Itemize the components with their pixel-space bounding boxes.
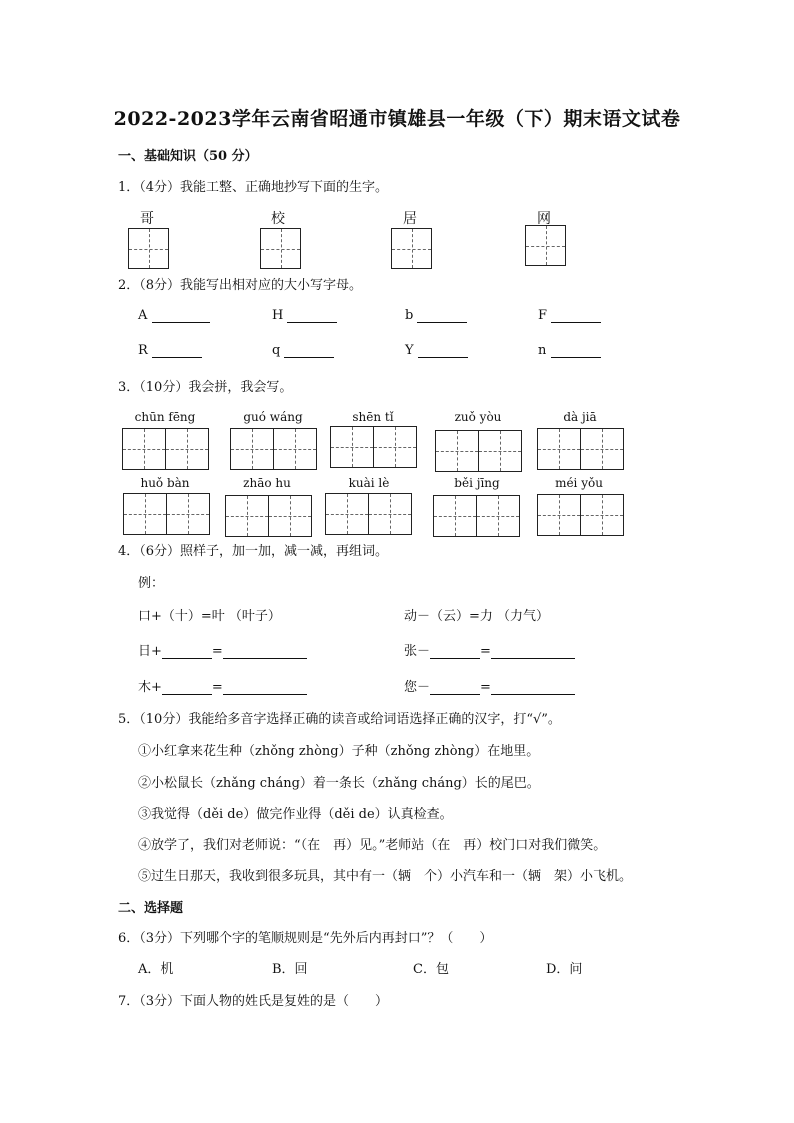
q3-writing-box[interactable] [435, 430, 479, 472]
q6-option-a[interactable]: A．机 [138, 962, 174, 977]
q3-writing-box[interactable] [325, 493, 369, 535]
q1-char: 网 [537, 211, 551, 227]
q5-item[interactable]: ②小松鼠长（zhǎng cháng）着一条长（zhǎng cháng）长的尾巴。 [138, 776, 540, 791]
q3-pinyin: kuài lè [348, 476, 390, 490]
q2-answer-blank[interactable] [152, 310, 210, 323]
q2-item [405, 308, 467, 323]
q4-equals: = [211, 644, 223, 659]
q3-pinyin: shēn tǐ [352, 410, 394, 424]
q4-blank[interactable] [223, 682, 307, 695]
q4-blank[interactable] [430, 646, 480, 659]
q4-prefix: 张－ [404, 644, 431, 659]
q4-prefix: 木+ [138, 680, 162, 695]
q2-letter: R [138, 343, 148, 358]
q3-pinyin: zuǒ yòu [454, 410, 502, 424]
q1-writing-box[interactable] [391, 228, 432, 269]
q2-letter: H [272, 308, 284, 323]
q2-letter: n [538, 343, 547, 358]
question-1: 1．（4分）我能工整、正确地抄写下面的生字。 [118, 180, 389, 195]
q4-blank[interactable] [491, 682, 575, 695]
q4-prefix: 您－ [404, 680, 431, 695]
q4-equals: = [211, 680, 223, 695]
q3-writing-box[interactable] [368, 493, 412, 535]
question-6: 6．（3分）下列哪个字的笔顺规则是“先外后内再封口”？（ ） [118, 931, 493, 946]
q4-example-label: 例： [138, 576, 165, 591]
q4-exercise [138, 640, 307, 659]
q4-blank[interactable] [162, 682, 212, 695]
question-7: 7．（3分）下面人物的姓氏是复姓的是（ ） [118, 994, 389, 1009]
q4-equals: = [480, 644, 491, 659]
q3-pinyin: chūn fēng [134, 410, 196, 424]
q3-writing-box[interactable] [580, 428, 624, 470]
q5-item[interactable]: ①小红拿来花生种（zhǒng zhòng）子种（zhǒng zhòng）在地里。 [138, 744, 540, 759]
q2-item [138, 308, 210, 323]
q2-item [405, 343, 468, 358]
q2-item [272, 343, 334, 358]
q3-writing-box[interactable] [478, 430, 522, 472]
q3-writing-box[interactable] [537, 494, 581, 536]
q2-letter: F [538, 308, 548, 323]
q2-answer-blank[interactable] [418, 345, 468, 358]
q4-blank[interactable] [491, 646, 575, 659]
page-title: 2022-2023学年云南省昭通市镇雄县一年级（下）期末语文试卷 [113, 108, 681, 130]
q4-exercise [404, 640, 575, 659]
q1-writing-box[interactable] [128, 228, 169, 269]
q1-char: 校 [271, 211, 285, 227]
q5-item[interactable]: ④放学了，我们对老师说：“（在 再）见。”老师站（在 再）校门口对我们微笑。 [138, 838, 607, 853]
q3-writing-box[interactable] [537, 428, 581, 470]
q4-example-left: 口+（十）=叶 （叶子） [138, 609, 281, 624]
q4-equals: = [480, 680, 491, 695]
q3-pinyin: zhāo hu [243, 476, 291, 490]
q1-writing-box[interactable] [525, 225, 566, 266]
q3-writing-box[interactable] [225, 495, 269, 537]
q3-writing-box[interactable] [273, 428, 317, 470]
q2-answer-blank[interactable] [284, 345, 334, 358]
q2-item [138, 343, 202, 358]
q3-writing-box[interactable] [230, 428, 274, 470]
q3-writing-box[interactable] [330, 426, 374, 468]
q3-writing-box[interactable] [580, 494, 624, 536]
q6-option-b[interactable]: B．回 [272, 962, 308, 977]
q3-pinyin: dà jiā [563, 410, 597, 424]
q4-blank[interactable] [223, 646, 307, 659]
q1-char: 居 [403, 211, 417, 227]
q4-blank[interactable] [430, 682, 480, 695]
q3-pinyin: běi jīng [454, 476, 500, 490]
q4-exercise [138, 676, 307, 695]
question-2: 2．（8分）我能写出相对应的大小写字母。 [118, 278, 363, 293]
q3-writing-box[interactable] [476, 495, 520, 537]
q4-prefix: 日+ [138, 644, 162, 659]
q3-writing-box[interactable] [166, 493, 210, 535]
q2-item [538, 308, 601, 323]
question-5: 5．（10分）我能给多音字选择正确的读音或给词语选择正确的汉字，打“√”。 [118, 712, 561, 727]
q1-char: 哥 [140, 211, 154, 227]
q5-item[interactable]: ⑤过生日那天，我收到很多玩具，其中有一（辆 个）小汽车和一（辆 架）小飞机。 [138, 869, 633, 884]
q3-writing-box[interactable] [165, 428, 209, 470]
q3-writing-box[interactable] [373, 426, 417, 468]
q3-pinyin: huǒ bàn [140, 476, 190, 490]
q3-writing-box[interactable] [122, 428, 166, 470]
question-4: 4．（6分）照样子，加一加，减一减，再组词。 [118, 544, 389, 559]
q3-writing-box[interactable] [268, 495, 312, 537]
q4-blank[interactable] [162, 646, 212, 659]
section-heading-choice: 二、选择题 [118, 901, 184, 916]
section-heading-basic: 一、基础知识（50 分） [118, 149, 258, 164]
q3-writing-box[interactable] [123, 493, 167, 535]
q6-option-d[interactable]: D．问 [546, 962, 583, 977]
q6-option-c[interactable]: C．包 [413, 962, 449, 977]
q2-letter: A [138, 308, 148, 323]
q3-writing-box[interactable] [433, 495, 477, 537]
q2-answer-blank[interactable] [152, 345, 202, 358]
q1-writing-box[interactable] [260, 228, 301, 269]
question-3: 3．（10分）我会拼，我会写。 [118, 380, 293, 395]
q2-item [538, 343, 601, 358]
q3-pinyin: méi yǒu [555, 476, 603, 490]
q2-letter: Y [405, 343, 414, 358]
q4-exercise [404, 676, 575, 695]
q4-example-right: 动－（云）=力 （力气） [404, 609, 550, 624]
q2-answer-blank[interactable] [417, 310, 467, 323]
q2-letter: b [405, 308, 414, 323]
q3-pinyin: guó wáng [243, 410, 303, 424]
q5-item[interactable]: ③我觉得（děi de）做完作业得（děi de）认真检查。 [138, 807, 453, 822]
q2-answer-blank[interactable] [551, 310, 601, 323]
q2-item [272, 308, 337, 323]
q2-answer-blank[interactable] [551, 345, 601, 358]
q2-answer-blank[interactable] [287, 310, 337, 323]
q2-letter: q [272, 343, 281, 358]
